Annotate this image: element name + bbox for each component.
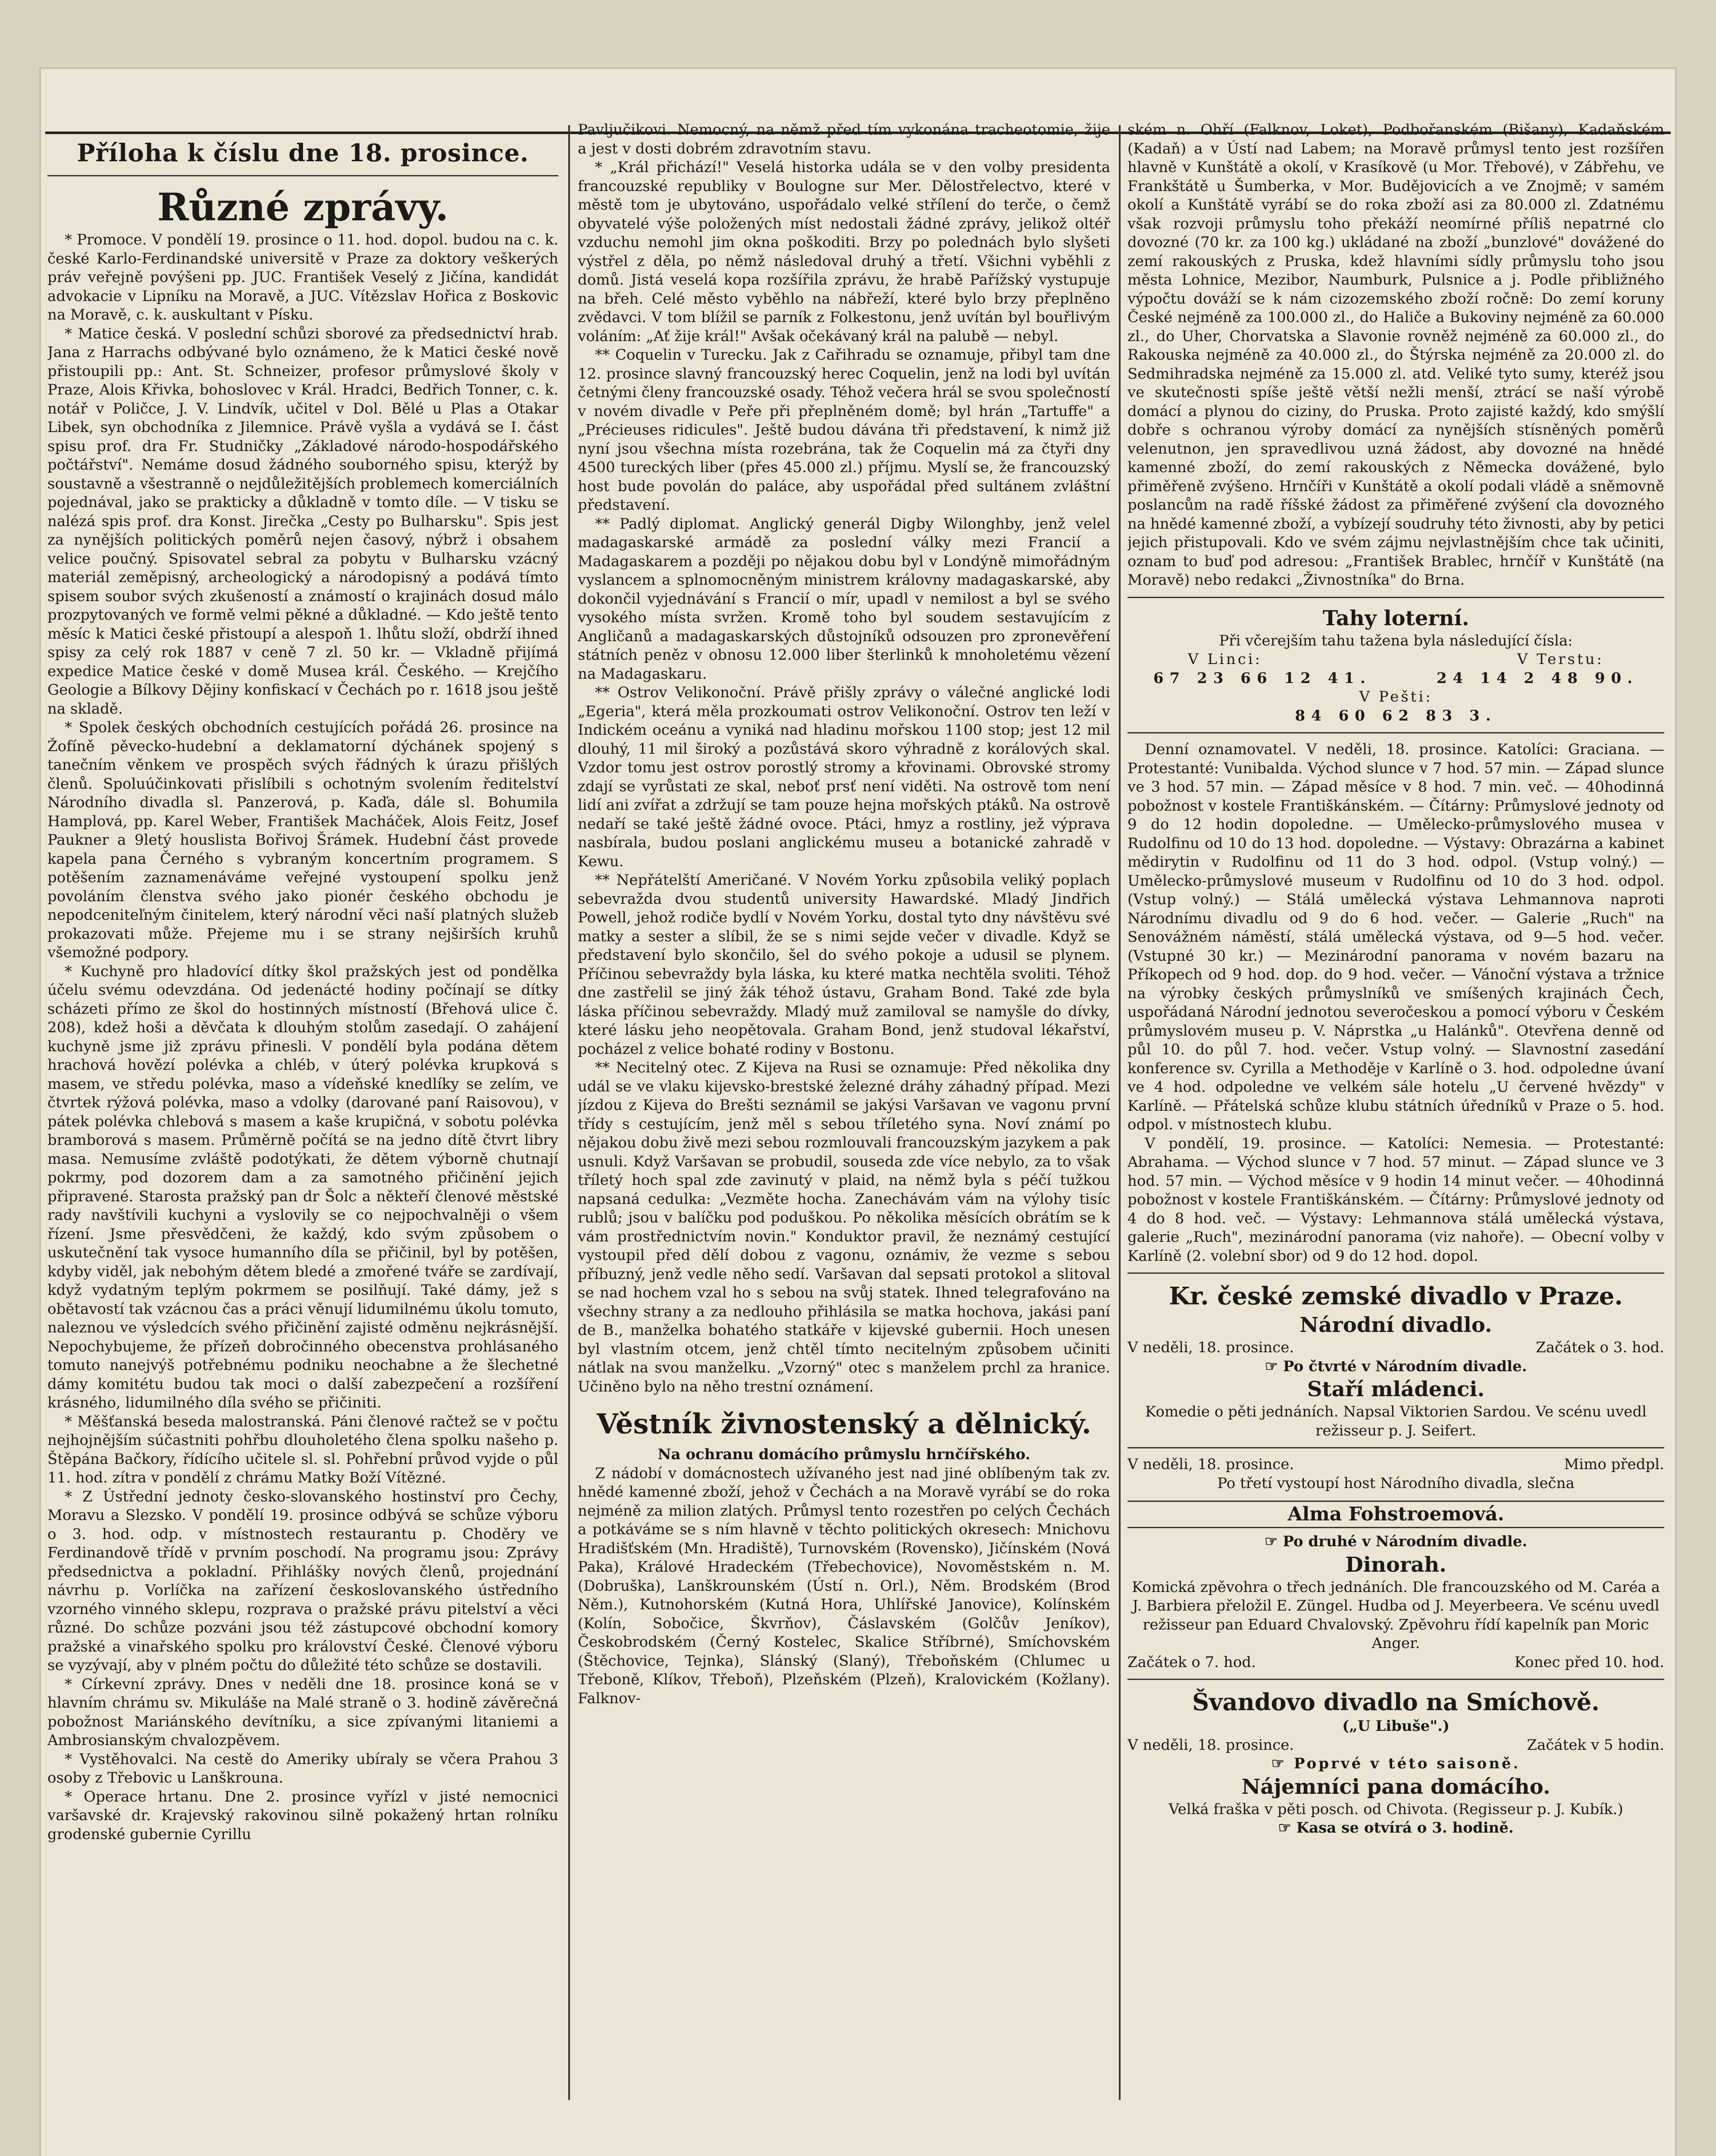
lottery-trieste-numbers: 24 14 2 48 90. [1436, 669, 1638, 687]
column-rule-2 [1119, 125, 1121, 2100]
article-promoce: * Promoce. V pondělí 19. prosince o 11. hod. dopol. budou na c. k. české Karlo-Ferdinandské universitě v Praze za doktory veškerých práv veřejně povýšeni pp. JUC. František Veselý z Jičína, kandidát advokacie v Lipníku na Moravě, a JUC. Vítězslav Hořica z Boskovic na Moravě, c. k. auskultant v Písku. [47, 231, 558, 323]
smichov-date: V neděli, 18. prosince. [1127, 1736, 1294, 1754]
article-kuchyne: * Kuchyně pro hladovící dítky škol pražských jest od pondělka účelu svému odevzdána. Od jedenácté hodiny počínají se dítky scházeti přímo ze škol do hostinných místností (Břehová ulice č. 208), kdež hoši a děvčata k dlouhým stolům zasedají. O zahájení kuchyně jsme již zprávu přinesli. V pondělí byla podána dětem hrachová hovězí polévka a chléb, v úterý polévka krupková s masem, ve středu polévka, maso a vídeňské knedlíky se zelím, ve čtvrtek rýžová polévka, maso a vdolky (darované paní Raisovou), v pátek polévka chlebová s masem a kaše krupičná, v sobotu polévka bramborová s masem. Průměrně počítá se na jedno dítě čtvrt libry masa. Nemusíme zvláště podotýkati, že dětem výborně chutnají pokrmy, pod dozorem dam a za samotného přičinění jejich připravené. Starosta pražský pan dr Šolc a někteří členové městské rady navštívili kuchyni a vyslovily se co nejpochvalněji o všem řízení. Jsme přesvědčeni, že každý, kdo svým způsobem o uskutečnění tak vysoce humanního díla se přičinil, byl by potěšen, kdyby viděl, jak nebohým dětem bledé a zmořené tváře se zardívají, když vydatným teplým pokrmem se posilňují. Také dámy, jež s obětavostí tak vzácnou čas a práci věnují lidumilnému úkolu tomuto, naleznou ve výsledcích svého přičinění zajisté odměnu nejkrásnější. Nepochybujeme, že přízeň dobročinného obecenstva prohlásaného tomuto nanejvýš potřebnému podniku neochabne a že šlechetné dámy komitétu budou tak moci o další zabezpečení a rozšíření krásného, lidumilného díla svého se přičiniti. [47, 962, 558, 1411]
article-ustredni-jednota: * Z Ústřední jednoty česko-slovanského hostinství pro Čechy, Moravu a Slezsko. V pondělí 19. prosince odbývá se schůze výboru o 3. hod. odp. v místnostech restaurantu p. Choděry ve Ferdinandově třídě v prvním poschodí. Na programu jsou: Zprávy předsednictva a pokladní. Přihlášky nových členů, projednání návrhu p. Vorlíčka na zařízení českoslovanského ústředního vzorného vinného sklepu, rozprava o pražské právu pitelství a věci různé. Do schůze pozváni jsou též zástupcové obchodní komory pražské a vinařského spolku pro království České. Členové výboru se vyzývají, aby v plném počtu do důležité této schůze se dostavili. [47, 1488, 558, 1674]
article-cirkevni-zpravy: * Církevní zprávy. Dnes v neděli dne 18. prosince koná se v hlavním chrámu sv. Mikuláše na Malé straně o 3. hodině závěrečná pobožnost Mariánského devítníku, a sice zpívanými litaniemi a Ambrosianským chvalozpěvem. [47, 1675, 558, 1749]
supplement-banner: Příloha k číslu dne 18. prosince. [77, 139, 529, 167]
daily-announcer-monday: V pondělí, 19. prosince. — Katolíci: Nemesia. — Protestanté: Abrahama. — Východ slunce v 7 hod. 57 minut. — Západ slunce ve 3 hod. 57 min. — Východ měsíce v 9 hodin 14 minut večer. — 40hodinná pobožnost v kostele Františkánském. — Čítárny: Průmyslové jednoty od 4 do 8 hod. več. — Výstavy: Lehmannova stálá umělecká výstava, galerie „Ruch", mezinárodní panorama (viz nahoře). — Obecní volby v Karlíně (2. volební sbor) od 9 do 12 hod. dopol. [1127, 1134, 1664, 1265]
article-vystehovalci: * Vystěhovalci. Na cestě do Ameriky ubíraly se včera Prahou 3 osoby z Třebovic u Lanškrouna. [47, 1750, 558, 1786]
lottery-intro: Při včerejším tahu tažena byla následující čísla: [1219, 632, 1573, 649]
theatre-subtitle: Národní divadlo. [1300, 1313, 1492, 1337]
vestnik-title: Věstník živnostenský a dělnický. [596, 1408, 1092, 1440]
theatre-show2-desc: Komická zpěvohra o třech jednáních. Dle francouzského od M. Caréa a J. Barbiera přeložil E. Züngel. Hudba od J. Meyerbeera. Ve scénu uvedl režisseur pan Eduard Chvalovský. Zpěvohru řídí kapelník pan Moric Anger. [1132, 1578, 1660, 1652]
article-coquelin: ** Coquelin v Turecku. Jak z Cařihradu se oznamuje, přibyl tam dne 12. prosince slavný francouzský herec Coquelin, jenž na lodi byl uvítán četnými členy francouzské osady. Téhož večera hrál se svou společností v novém divadle v Peře při přeplněném domě; byl hrán „Tartuffe" a „Précieuses ridicules". Ještě budou dávána tři představení, k nimž již nyní jsou všechna místa rozebrána, tak že Coquelin má za čtyři dny 4500 tureckých liber (přes 45.000 zl.) příjmu. Myslí se, že francouzský host bude povolán do paláce, aby uspořádal před sultánem zvláštní představení. [578, 346, 1110, 514]
article-matice-ceska: * Matice česká. V poslední schůzi sborové za předsednictví hrab. Jana z Harrachs odbývané bylo oznámeno, že k Matici české nově přistoupili pp.: Ant. St. Schneizer, profesor průmyslové školy v Praze, Alois Křivka, bohoslovec v Král. Hradci, Bedřich Tonner, c. k. notář v Poličce, J. V. Lindvík, učitel v Dol. Bělé u Plas a Otakar Libek, syn obchodníka z Jilemnice. Právě vyšla a vydává se I. část spisu prof. dra Fr. Studničky „Základové národo-hospodářského počtářství". Nemáme dosud žádného souborného spisu, kterýž by soustavně a všestranně o nejdůležitějších problemech komerciálních pojednával, jako se prakticky a důkladně v tomto díle. — V tisku se nalézá spis prof. dra Konst. Jirečka „Cesty po Bulharsku". Spis jest za nynějších politických poměrů nejen časový, nýbrž i obsahem velice poučný. Spisovatel sebral za pobytu v Bulharsku vzácný materiál zeměpisný, archeologický a národopisný a podává tímto spisem soubor svých zkušeností a známostí o krajinách dosud málo prozpytovaných ve formě velmi pěkné a důkladné. — Kdo ještě tento měsíc k Matici české přistoupí a alespoň 1. lhůtu složí, obdrží ihned spisy za celý rok 1887 v ceně 7 zl. 50 kr. — Vkladně přijímá expedice Matice české v domě Musea král. Českého. — Krejčího Geologie a Bílkovy Dějiny konfiskací v Čechách po r. 1618 jsou ještě na skladě. [47, 325, 558, 718]
article-mestanska-beseda: * Měšťanská beseda malostranská. Páni členové račtež se v počtu nejhojnějším súčastniti pohřbu dlouholetého člena spolku našeho p. Štěpána Bačkory, řídícího učitele sl. sl. Pohřební průvod vyjde o půl 11. hod. zítra v pondělí z chrámu Matky Boží Vítězné. [47, 1413, 558, 1486]
smichov-note: ☞ Poprvé v této saisoně. [1127, 1755, 1664, 1774]
column-rule-1 [568, 125, 570, 2100]
lottery-numbers-row [1127, 669, 1664, 688]
theatre-show2-date: V neděli, 18. prosince. [1127, 1456, 1294, 1473]
theatre-show1-play: Staří mládenci. [1307, 1377, 1485, 1401]
daily-rule [1127, 732, 1664, 733]
theatre-show2-extra: Mimo předpl. [1564, 1456, 1664, 1473]
theatre-show1-desc: Komedie o pěti jednáních. Napsal Viktorien Sardou. Ve scénu uvedl režisseur p. J. Seifert. [1145, 1403, 1647, 1439]
theatre-show1-date: V neděli, 18. prosince. [1127, 1339, 1294, 1356]
article-necitelny-otec: ** Necitelný otec. Z Kijeva na Rusi se oznamuje: Před několika dny udál se ve vlaku kijevsko-brestské železné dráhy záhadný případ. Mezi jízdou z Kijeva do Brešti seznámil se jakýsi Varšavan ve vagonu první třídy s cestujícím, jenž měl s sebou tříletého syna. Noví známí po nějakou dobu živě mezi sebou rozmlouvali francouzským jazykem a pak usnuli. Když Varšavan se probudil, souseda zde více nebylo, za to však tříletý hoch spal zde zavinutý v plaid, na němž byla s péčí tužkou napsaná cedulka: „Vezměte hocha. Zanechávám vám na výlohy tisíc rublů; jsou v balíčku pod poduškou. Po několika měsících obrátím se k vám prostřednictvím novin." Konduktor pravil, že neznámý cestující vystoupil před dělí dobou z vagonu, oznámiv, že vezme s sebou příbuzný, jenž vedle něho sedí. Varšavan dal sepsati protokol a slitoval se nad hochem vzal ho s sebou na svůj statek. Ihned telegrafováno na všechny strany a za nedlouho přihlásila se matka hochova, jakási paní de B., manželka bohatého statkáře v kijevské gubernii. Hoch unesen byl vlastním otcem, jenž chtěl tímto necitelným způsobem učiniti nátlak na svou manželku. „Vzorný" otec s manželem prchl za hranice. Učiněno bylo na něho trestní oznámení. [578, 1059, 1110, 1395]
lottery-rule [1127, 597, 1664, 598]
vestnik-subtitle: Na ochranu domácího průmyslu hrnčířského. [658, 1446, 1030, 1463]
column-2 [578, 121, 1110, 2104]
lottery-title: Tahy loterní. [1322, 606, 1469, 630]
theatre-show1-date-row [1127, 1338, 1664, 1357]
smichov-rule [1127, 1679, 1664, 1680]
section-title: Různé zprávy. [157, 185, 449, 229]
vestnik-continuation: ském n. Ohří (Falknov, Loket), Podbořanském (Bišany), Kadaňském (Kadaň) a v Ústí nad Labem; na Moravě průmysl tento jest rozšířen hlavně v Kunštátě a okolí, v Krasíkově (u Mor. Třebové), v Zábřehu, ve Frankštátě u Šumberka, v Mor. Budějovicích a ve Znojmě; v samém okolí a Kunštátě vyrábí se do roka zboží asi za 80.000 zl. Zdatnému však rozvoji průmyslu toho překáží neomírné příliš nepatrné clo dovozné (70 kr. za 100 kg.) ukládané na zboží „bunzlové" dovážené do zemí rakouských z Pruska, kdež hlavními sídly průmyslu toho jsou města Lohnice, Mezibor, Naumburk, Pulsnice a j. Podle přibližného výpočtu dováží se k nám cizozemského zboží ročně: Do zemí koruny České nejméně za 100.000 zl., do Haliče a Bukoviny nejméně za 60.000 zl., do Uher, Chorvatska a Slavonie rovněž nejméně za 60.000 zl., do Rakouska nejméně za 40.000 zl., do Štýrska nejméně za 20.000 zl. do Sedmihradska nejméně za 15.000 zl. atd. Veliké tyto sumy, kteréž jsou ve skutečnosti spíše ještě větší nežli menší, ztrácí se naší výrobě domácí a plynou do ciziny, do Pruska. Proto zajisté každý, kdo smýšlí dobře s ochranou výroby domácí za nynějších stísněných poměrů velenutnon, jen spravedlivou uzná žádost, aby dovozné na hnědé kamenné zboží, do zemí rakouských z Německa dovážené, bylo přiměřeně zvýšeno. Hrnčíři v Kunštátě a okolí podali vládě a sněmovně poslancům na radě říšské žádost za přiměřené zvýšení cla dovozného na hnědé kamenné zboží, a vybízejí soudruhy této živnosti, aby by petici jejich přistupovali. Kdo ve svém zájmu nejvlastnějším chce tak učiniti, oznam to buď pod adresou: „František Brablec, hrnčíř v Kunštátě (na Moravě) nebo redakci „Živnostníka" do Brna. [1127, 121, 1664, 589]
banner-rule [47, 175, 558, 176]
daily-announcer-sunday: Denní oznamovatel. V neděli, 18. prosince. Katolíci: Graciana. — Protestanté: Vunibalda. Východ slunce v 7 hod. 57 min. — Západ slunce ve 3 hod. 57 min. — Západ měsíce v 8 hod. 7 min. več. — 40hodinná pobožnost v kostele Františkánském. — Čítárny: Průmyslové jednoty od 9 do 12 hodin dopoledne. — Umělecko-průmyslového musea v Rudolfinu od 10 do 13 hod. dopoledne. — Výstavy: Obrazárna a kabinet mědirytin v Rudolfinu od 11 do 3 hod. odpol. (Vstup volný.) — Umělecko-průmyslové museum v Rudolfinu od 10 do 3 hod. odpol. (Vstup volný.) — Stálá umělecká výstava Lehmannova naproti Národnímu divadlu od 9 do 6 hod. večer. — Galerie „Ruch" na Senovážném náměstí, stálá umělecká výstava, od 9—5 hod. večer. (Vstupné 30 kr.) — Mezinárodní panorama v novém bazaru na Příkopech od 9 hod. dop. do 9 hod. večer. — Vánoční výstava a tržnice na výrobky českých průmyslníků ve smíšených krajinách Čech, uspořádaná Národní jednotou severočeskou a pomocí výboru v Českém průmyslovém museu p. V. Náprstka „u Halánků". Otevřena denně od půl 10. do půl 7. hod. večer. Vstup volný. — Slavnostní zasedání konference sv. Cyrilla a Methoděje v Karlíně o 3. hod. odpoledne úvaní ve 4 hod. odpoledne ve velkém sále hotelu „U červené hvězdy" v Karlíně. — Přátelská schůze klubu státních úředníků v Praze o 5. hod. odpol. v místnostech klubu. [1127, 741, 1664, 1133]
lottery-labels-row [1127, 650, 1664, 669]
smichov-date-row [1127, 1736, 1664, 1755]
theatre-show2-guest: Po třetí vystoupí host Národního divadla, slečna [1217, 1474, 1575, 1492]
column-1 [47, 138, 558, 2104]
article-spolek-cestujicich: * Spolek českých obchodních cestujících pořádá 26. prosince na Žofíně pěvecko-hudební a deklamatorní dýchánek spojený s tanečním věnkem ve prospěch svých řádných k úrazu přišlých členů. Spoluúčinkovati přislíbili s ochotným svolením ředitelství Národního divadla sl. Panzerová, p. Kaďa, dále sl. Bohumila Hamplová, pp. Karel Weber, František Macháček, Alois Feitz, Josef Paukner a 9letý houslista Bořivoj Šrámek. Hudební část provede kapela pana Černého s vybraným koncertním programem. S potěšením zaznamenáváme veřejné vystoupení spolku jenž povoláním členstva svého jako pionér českého obchodu je nepodceniteľným činitelem, který národní věci naší platných služeb prokazovati může. Přejeme mu i se strany nejširších kruhů všemožné podpory. [47, 719, 558, 961]
vestnik-text: Z nádobí v domácnostech užívaného jest nad jiné oblíbeným tak zv. hnědé kamenné zboží, jehož v Čechách a na Moravě vyrábí se do roka nejméně za milion zlatých. Průmysl tento rozestřen po celých Čechách a potkáváme se s ním hlavně v těchto politických okresech: Mnichovu Hradišťském (Mn. Hradiště), Turnovském (Rovensko), Jičínském (Nová Paka), Králové Hradeckém (Třebechovice), Novoměstském n. M. (Dobruška), Lanškrounském (Ústí n. Orl.), Něm. Brodském (Brod Něm.), Kutnohorském (Kutná Hora, Uhlířské Janovice), Kolínském (Kolín, Sobočice, Škvrňov), Čáslavském (Golčův Jeníkov), Českobrodském (Černý Kostelec, Skalice Stříbrné), Smíchovském (Štěchovice, Tejnka), Slánský (Slaný), Třeboňském (Chlumec u Třeboně, Klíkov, Třeboň), Plzeňském (Plzeň), Kralovickém (Kožlany). Falknov- [578, 1464, 1110, 1707]
theatre-title: Kr. české zemské divadlo v Praze. [1169, 1282, 1623, 1310]
column-3 [1127, 121, 1664, 2104]
smichov-title: Švandovo divadlo na Smíchově. [1192, 1688, 1600, 1716]
theatre-show1-start: Začátek o 3. hod. [1536, 1339, 1664, 1356]
theatre-show2-end: Konec před 10. hod. [1514, 1653, 1664, 1671]
article-continuation: Pavljučikovi. Nemocný, na němž před tím vykonána tracheotomie, žije a jest v dosti dobrém zdravotním stavu. [578, 121, 1110, 157]
theatre-show2-name: Alma Fohstroemová. [1127, 1501, 1664, 1528]
theatre-show2-note: ☞ Po druhé v Národním divadle. [1127, 1532, 1664, 1551]
lottery-linz-label: V Linci: [1188, 651, 1262, 668]
lottery-linz-numbers: 67 23 66 12 41. [1153, 669, 1372, 687]
theatre-rule [1127, 1272, 1664, 1274]
theatre-show2-play: Dinorah. [1345, 1552, 1447, 1577]
article-ostrov-velikonocni: ** Ostrov Velikonoční. Právě přišly zprávy o válečné anglické lodi „Egeria", která měla prozkoumati ostrov Velikonoční. Ostrov ten leží v Indickém oceánu a vyniká nad hladinu mořskou 1100 stop; jest 12 mil dlouhý, 11 mil široký a pozůstává skoro výhradně z korálových skal. Vzdor tomu jest ostrov porostlý stromy a křovinami. Obrovské stromy zdají se vyrůstati ze skal, neboť prsť není viděti. Na ostrově tom není lidí ani zvířat a zdržují se tam pouze hejna mořských ptáků. Na ostrově nedaří se také ještě žádné ovoce. Ptáci, hmyz a rostliny, jež výprava nasbírala, budou poslani anglickému museu a botanické zahradě v Kewu. [578, 684, 1110, 870]
smichov-box-office: ☞ Kasa se otvírá o 3. hodině. [1127, 1819, 1664, 1838]
theatre-show2-date-row [1127, 1455, 1664, 1474]
article-kral-prichazi: * „Král přichází!" Veselá historka udála se v den volby presidenta francouzské republiky v Boulogne sur Mer. Dělostřelectvo, které v městě tom je ubytováno, uspořádalo velké střílení do terče, o čemž obyvatelé výše položených míst nedostali žádné zprávy, jelikož oltéř vzduchu nemohl jim okna poškoditi. Brzy po polednách bylo slyšeti výstřel z děla, po němž následoval druhý a třetí. Všichni vyběhli z domů. Jistá veselá kopa rozšířila zprávu, že hrabě Pařížský vystupuje na břeh. Celé město vyběhlo na nábřeží, které bylo brzy přeplněno zvědavci. V tom blížil se parník z Folkestonu, jenž uvítán byl bouřlivým voláním: „Ať žije král!" Avšak očekávaný král na palubě — nebyl. [578, 159, 1110, 345]
smichov-desc: Velká fraška v pěti posch. od Chivota. (Regisseur p. J. Kubík.) [1168, 1800, 1623, 1818]
theatre-divider [1127, 1447, 1664, 1448]
article-padly-diplomat: ** Padlý diplomat. Anglický generál Digby Wilonghby, jenž velel madagaskarské armádě za poslední války mezi Francií a Madagaskarem a později po nějakou dobu byl v Londýně mimořádným vyslancem a splnomocněným ministrem královny madagaskarské, aby dokončil vyjednávání s Francií o mír, upadl v nemilost a byl se svého vysokého místa svržen. Kromě toho byl soudem sestavujícím z Angličanů a madagaskarských důstojníků odsouzen pro zpronevěření státních peněz v obnosu 12.000 liber šterlinků k mnoholetému vězení na Madagaskaru. [578, 515, 1110, 683]
theatre-show2-start: Začátek o 7. hod. [1127, 1653, 1256, 1671]
article-operace-hrtanu: * Operace hrtanu. Dne 2. prosince vyřízl v jisté nemocnici varšavské dr. Krajevský rakovinou silně pokažený hrtan rolníku grodenské gubernie Cyrillu [47, 1788, 558, 1843]
article-americane: ** Nepřátelští Američané. V Novém Yorku způsobila veliký poplach sebevražda dvou studentů university Hawardské. Mladý Jindřich Powell, jehož rodiče bydlí v Novém Yorku, dostal tyto dny návštěvu své matky a sester a slíbil, že se s nimi sejde večer v divadle. Když se představení bylo skončilo, šel do svého pokoje a udusil se plynem. Příčinou sebevraždy byla láska, ku které matka nechtěla svoliti. Téhož dne zastřelil se jiný žák téhož ústavu, Graham Bond. Také zde byla láska příčinou sebevraždy. Mladý muž zamiloval se namyšle do dívky, které lásku jeho neopětovala. Graham Bond, jenž studoval lékařství, pocházel z velice bohaté rodiny v Bostonu. [578, 871, 1110, 1058]
theatre-show1-note: ☞ Po čtvrté v Národním divadle. [1127, 1357, 1664, 1376]
lottery-pest-numbers: 84 60 62 83 3. [1295, 707, 1497, 724]
lottery-trieste-label: V Terstu: [1517, 651, 1604, 668]
lottery-pest-label: V Pešti: [1359, 688, 1433, 705]
smichov-play: Nájemníci pana domácího. [1241, 1774, 1550, 1799]
smichov-subtitle: („U Libuše".) [1342, 1717, 1450, 1735]
theatre-show2-time-row [1127, 1653, 1664, 1672]
smichov-start: Začátek v 5 hodin. [1527, 1736, 1664, 1754]
